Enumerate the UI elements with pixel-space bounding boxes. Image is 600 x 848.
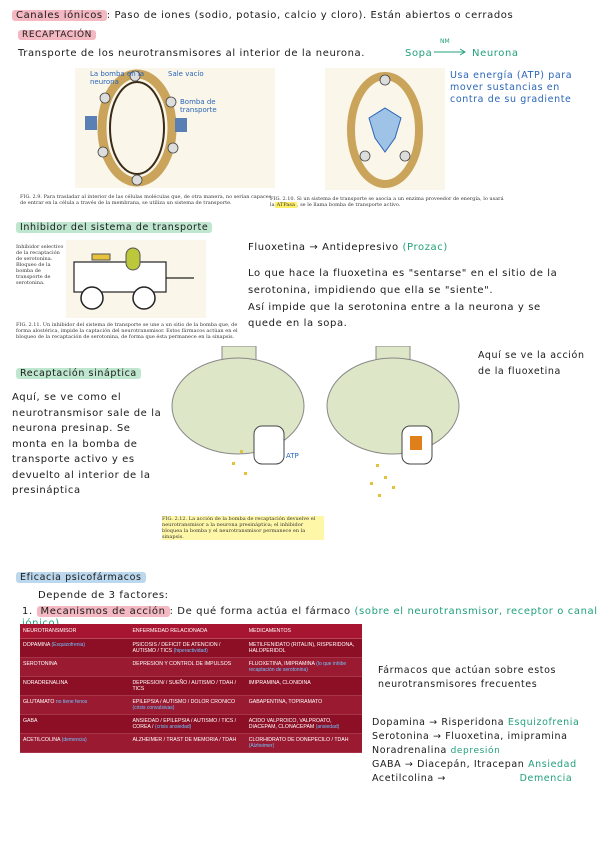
- synapse-diagram: [162, 346, 472, 516]
- fig-label-2: Sale vacío: [168, 70, 204, 78]
- header-neurotransmisor: NEUROTRANSMISOR: [20, 624, 129, 639]
- transport-figure: [75, 68, 275, 188]
- cell-med: [246, 715, 362, 734]
- med-note: (Alzheimer): [248, 743, 275, 749]
- enf-text: EPILEPSIA / AUTISMO / DOLOR CRONICO: [132, 699, 236, 705]
- farmacos-intro: Fármacos que actúan sobre estos neurotransmisores frecuentes: [378, 665, 557, 690]
- fluoxetina-text-2: Así impide que la serotonina entre a la neurona y se quede en la sopa.: [248, 302, 541, 329]
- cell-med: [246, 677, 362, 696]
- enf-text: ANSIEDAD / EPILEPSIA / AUTISMO / TICS / COREA /: [132, 718, 237, 730]
- farmacos-list: [372, 716, 597, 786]
- atp-note: Usa energía (ATP) para mover sustancias en contra de su gradiente: [450, 70, 573, 105]
- caption-2-10-a: FIG. 2.10. Si un sistema de transporte se asocia a un enzima proveedor de energía, lo usará la: [270, 196, 504, 208]
- aqui-fluoxetina-note: Aquí se ve la acción de la fluoxetina: [478, 350, 585, 377]
- table-header-row: [20, 624, 362, 639]
- cell-nt: [20, 639, 129, 658]
- nt-note: (demencia): [61, 737, 87, 743]
- cell-nt: [20, 715, 129, 734]
- sopa-over: NM: [440, 38, 450, 45]
- farmaco-text: Acetilcolina →: [372, 773, 446, 784]
- nt-name: ACETILCOLINA: [23, 737, 61, 743]
- farmaco-line: [372, 744, 597, 758]
- mecanismos-text: : De qué forma actúa el fármaco: [169, 606, 351, 617]
- arrow-icon: [432, 46, 470, 58]
- med-note: (lo que inhibe recaptación de serotonina): [248, 661, 347, 673]
- prozac-text: (Prozac): [402, 242, 448, 253]
- table-row: [20, 715, 362, 734]
- neurona-text: Neurona: [472, 48, 519, 59]
- table-row: [20, 639, 362, 658]
- farmaco-note: Esquizofrenia: [507, 717, 580, 728]
- caption-2-10-hl: ATPasa: [276, 202, 295, 208]
- enf-text: ALZHEIMER / TRAST DE MEMORIA / TDAH: [132, 737, 237, 743]
- recaptacion-label: RECAPTACIÓN: [18, 30, 96, 40]
- nt-name: GLUTAMATO: [23, 699, 55, 705]
- header-enfermedad: ENFERMEDAD RELACIONADA: [129, 624, 245, 639]
- fluoxetina-line: [248, 242, 448, 253]
- medication-table: [20, 624, 362, 753]
- table-row: [20, 658, 362, 677]
- caption-fig-2-10: [270, 196, 510, 208]
- sopa-text: Sopa: [405, 48, 433, 59]
- nt-note: (Esquizofrenia): [51, 642, 86, 648]
- cell-nt: [20, 734, 129, 753]
- cell-enf: [129, 715, 245, 734]
- enf-text: PSICOSIS / DEFICIT DE ATENCION / AUTISMO / TICS: [132, 642, 221, 654]
- enf-text: DEPRESION/ / SUEÑO / AUTISMO / TDAH / TICS: [132, 680, 237, 692]
- farmaco-line: [372, 716, 597, 730]
- farmaco-line: [372, 758, 597, 772]
- caption-fig-2-12: FIG. 2.12. La acción de la bomba de recaptación devuelve el neurotransmisor a la neurona presináptica; el inhibidor bloquea la bomba y el neurotransmisor permanece en la sinapsis.: [162, 516, 324, 540]
- cell-med: [246, 734, 362, 753]
- recaptacion-sinaptica-label: Recaptación sináptica: [16, 368, 141, 379]
- header-medicamentos: MEDICAMENTOS: [246, 624, 362, 639]
- eficacia-label: Eficacia psicofármacos: [16, 572, 146, 583]
- canales-line: [12, 10, 513, 21]
- transport-title: Transporte de los neurotransmisores al interior de la neurona.: [18, 48, 366, 59]
- cell-med: [246, 696, 362, 715]
- med-text: IMIPRAMINA, CLONIDINA: [248, 680, 311, 686]
- cell-enf: [129, 734, 245, 753]
- nt-note: no tiene fenos: [55, 699, 88, 705]
- farmaco-text: GABA → Diacepán, Itracepan: [372, 759, 525, 770]
- cell-enf: [129, 658, 245, 677]
- farmaco-note: Ansiedad: [528, 759, 577, 770]
- active-pump-diagram: [325, 68, 445, 190]
- canales-text: : Paso de iones (sodio, potasio, calcio y cloro). Están abiertos o cerrados: [106, 10, 514, 21]
- farmaco-text: Noradrenalina: [372, 745, 447, 756]
- nt-name: GABA: [23, 718, 38, 724]
- fig-label-3: Bomba de transporte: [180, 98, 217, 114]
- table-row: [20, 677, 362, 696]
- farmaco-line: [372, 730, 597, 744]
- mecanismos-note: (sobre el neurotransmisor, receptor o canal: [354, 606, 598, 617]
- cell-med: [246, 658, 362, 677]
- caption-2-10-b: , se le llama bomba de transporte activo.: [296, 202, 401, 208]
- canales-label: Canales iónicos: [12, 10, 107, 21]
- cell-med: [246, 639, 362, 658]
- nt-name: SEROTONINA: [23, 661, 58, 667]
- item-num: 1.: [22, 606, 33, 617]
- med-text: FLUOXETINA, IMIPRAMINA: [248, 661, 315, 667]
- active-pump-figure: [325, 68, 445, 190]
- cell-nt: [20, 696, 129, 715]
- table-row: [20, 696, 362, 715]
- med-text: CLORHIDRATO DE DONEPECILO / TDAH: [248, 737, 349, 743]
- caption-fig-2-9: FIG. 2.9. Para trasladar al interior de las células moléculas que, de otra manera, no serían capaces de entrar en la célula a través de la membrana, se utiliza un sistema de transporte.: [20, 194, 272, 206]
- fig-label-1: La bomba en la neurona: [90, 70, 145, 86]
- med-text: METILFENIDATO (RITALIN), RISPERIDONA, HALOPERIDOL: [248, 642, 355, 654]
- transport-pump-diagram: [75, 68, 275, 188]
- mecanismos-label: Mecanismos de acción: [37, 606, 170, 617]
- cell-enf: [129, 677, 245, 696]
- nt-name: DOPAMINA: [23, 642, 50, 648]
- inhibidor-label: Inhibidor del sistema de transporte: [16, 222, 212, 233]
- cell-enf: [129, 696, 245, 715]
- inhibitor-figure: [66, 240, 206, 318]
- cell-nt: [20, 677, 129, 696]
- table-row: [20, 734, 362, 753]
- cell-nt: [20, 658, 129, 677]
- enf-text: DEPRESION Y CONTROL DE IMPULSOS: [132, 661, 232, 667]
- med-text: ACIDO VALPROICO, VALPROATO, DIACEPAM, CLONACEPAM: [248, 718, 332, 730]
- farmaco-text: Dopamina → Risperidona: [372, 717, 505, 728]
- recaptacion-sinaptica-text: Aquí, se ve como el neurotransmisor sale de la neurona presinap. Se monta en la bomba de transporte activo y es devuelto al interior de la presináptica: [12, 392, 162, 496]
- caption-fig-2-11: FIG. 2.11. Un inhibidor del sistema de transporte se une a un sitio de la bomba que, de forma alostérica, impide la captación del neurotransmisor. Estos fármacos actúan en el bloqueo de la recaptación de serotonina, de forma que ésta permanece en la sinapsis.: [16, 322, 238, 340]
- synapse-figures: [162, 346, 472, 516]
- farmaco-note: Demencia: [519, 773, 573, 784]
- med-note: (ansiedad): [315, 724, 340, 730]
- fluoxetina-text-1: Lo que hace la fluoxetina es "sentarse" en el sitio de la serotonina, impidiendo que ella se "siente".: [248, 268, 558, 296]
- enf-note: (hiperactividad): [173, 648, 208, 654]
- farmaco-text: Serotonina → Fluoxetina, imipramina: [372, 731, 568, 742]
- nt-name: NORADRENALINA: [23, 680, 68, 686]
- inhibidor-side-notes: Inhibidor selectivo de la recaptación de serotonina. Bloqueo de la bomba de transporte de serotonina.: [16, 244, 64, 286]
- depende-text: Depende de 3 factores:: [38, 590, 169, 601]
- med-text: GABAPENTINA, TOPIRAMATO: [248, 699, 323, 705]
- farmaco-line: [372, 772, 597, 786]
- enf-note: (crisis convulsivas): [132, 705, 175, 711]
- enf-note: (crisis ansiedad): [154, 724, 192, 730]
- atp-label: ATP: [286, 452, 299, 460]
- cell-enf: [129, 639, 245, 658]
- fluoxetina-text: Fluoxetina → Antidepresivo: [248, 242, 399, 253]
- farmaco-note: depresión: [450, 746, 501, 756]
- inhibitor-cart-diagram: [66, 240, 206, 318]
